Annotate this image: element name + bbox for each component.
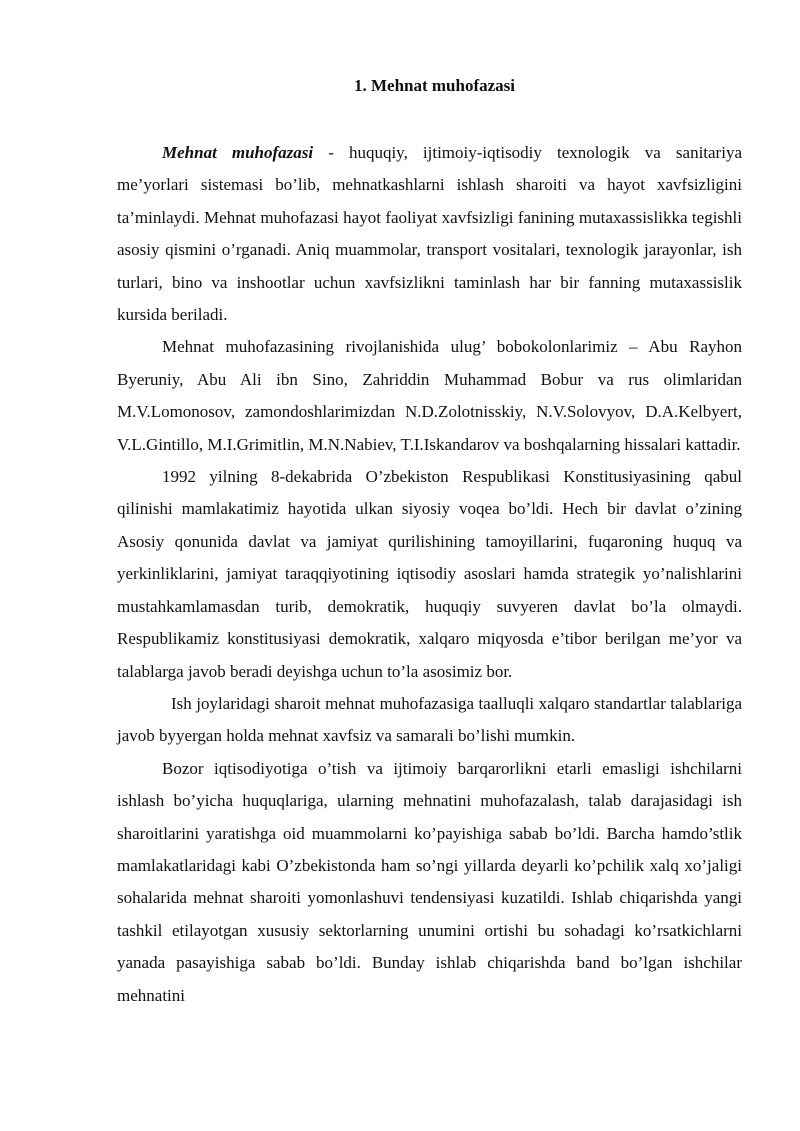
paragraph-history: Mehnat muhofazasining rivojlanishida ulug’ bobokolonlarimiz – Abu Rayhon Byeruniy, Abu Ali ibn Sino, Zahriddin Muhammad Bobur va rus olimlaridan M.V.Lomonosov, zamondoshlarimizdan N.D.Zolotnisskiy, N.V.Solovyov, D.A.Kelbyert, V.L.Gintillo, M.I.Grimitlin, M.N.Nabiev, T.I.Iskandarov va boshqalarning hissalari kattadir.	[117, 337, 742, 454]
definition-text: - huquqiy, ijtimoiy-iqtisodiy texnologik va sanitariya me’yorlari sistemasi bo’lib, mehnatkashlarni ishlash sharoiti va hayot xavfsizligini ta’minlaydi. Mehnat muhofazasi hayot faoliyat xavfsizligi fanining mutaxassislikka tegishli asosiy qismini o’rganadi. Aniq muammolar, transport vositalari, texnologik jarayonlar, ish turlari, bino va inshootlar uchun xavfsizlikni taminlash har bir fanning mutaxassislik kursida beriladi.	[117, 143, 742, 325]
paragraph-standards: Ish joylaridagi sharoit mehnat muhofazasiga taalluqli xalqaro standartlar talablariga javob byyergan holda mehnat xavfsiz va samarali bo’lishi mumkin.	[117, 693, 742, 746]
section-title: 1. Mehnat muhofazasi	[353, 76, 516, 95]
paragraph-market-economy: Bozor iqtisodiyotiga o’tish va ijtimoiy barqarorlikni etarli emasligi ishchilarni ishlash bo’yicha huquqlariga, ularning mehnatini muhofazalash, talab darajasidagi ish sharoitlarini yaratishga oid muammolarni ko’payishiga sabab bo’ldi. Barcha hamdo’stlik mamlakatlaridagi kabi O’zbekistonda ham so’ngi yillarda deyarli ko’pchilik xalq xo’jaligi sohalarida mehnat sharoiti yomonlashuvi tendensiyasi kuzatildi. Ishlab chiqarishda yangi tashkil etilayotgan xususiy sektorlarning unumini ortishi bu sohadagi ko’rsatkichlarni yanada pasayishiga sabab bo’ldi. Bunday ishlab chiqarishda band bo’lgan ishchilar mehnatini	[117, 758, 742, 1005]
paragraph-definition	[117, 137, 742, 331]
defined-term: Mehnat muhofazasi	[162, 143, 314, 162]
document-page	[117, 74, 742, 1012]
paragraph-constitution: 1992 yilning 8-dekabrida O’zbekiston Respublikasi Konstitusiyasining qabul qilinishi mamlakatimiz hayotida ulkan siyosiy voqea bo’ldi. Hech bir davlat o’zining Asosiy qonunida davlat va jamiyat qurilishining tamoyillarini, fuqaroning huquq va yerkinliklarini, jamiyat taraqqiyotining iqtisodiy asoslari hamda strategik yo’nalishlarini mustahkamlamasdan turib, demokratik, huquqiy suvyeren davlat bo’la olmaydi. Respublikamiz konstitusiyasi demokratik, xalqaro miqyosda e’tibor berilgan me’yor va talablarga javob beradi deyishga uchun to’la asosimiz bor.	[117, 467, 742, 681]
